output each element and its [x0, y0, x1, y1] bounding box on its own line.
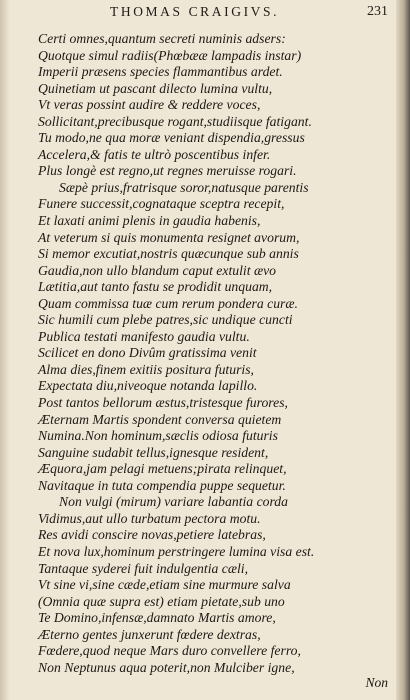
verse-line: Quam commissa tuæ cum rerum pondera curæ. — [38, 295, 298, 311]
verse-line: Navitaque in tuta compendia puppe sequetur. — [38, 477, 286, 493]
verse-line: Te Domino,infensæ,damnato Martis amore, — [38, 610, 276, 626]
verse-line: Vt sine vi,sine cæde,etiam sine murmure salva — [38, 577, 291, 593]
verse-line: Expectata diu,niveoque notanda lapillo. — [38, 378, 258, 394]
verse-line: Funere successit,cognataque sceptra recepit, — [38, 196, 285, 212]
verse-line: Plus longè est regno,ut regnes meruisse rogari. — [38, 163, 297, 179]
page-edge-shadow — [396, 0, 410, 700]
verse-line: Sanguine sudabit tellus,ignesque resident, — [38, 444, 269, 460]
verse-line: Fœdere,quod neque Mars duro convellere ferro, — [38, 643, 301, 659]
verse-line: (Omnia quæ supra est) etiam pietate,sub uno — [38, 593, 285, 609]
running-head: THOMAS CRAIGIVS. — [110, 4, 280, 19]
catchword: Non — [365, 675, 388, 690]
verse-line: Æterno gentes junxerunt fœdere dextras, — [38, 626, 261, 642]
verse-line: Lætitia,aut tanto fastu se prodidit unquam, — [38, 279, 273, 295]
poem-text-block — [38, 31, 392, 676]
verse-line: Gaudia,non ullo blandum caput extulit ævo — [38, 262, 276, 278]
verse-line: Numina.Non hominum,sæclis odiosa futuris — [38, 428, 278, 444]
verse-line: Alma dies,finem exitiis positura futuris, — [38, 361, 254, 377]
verse-line: Accelera,& fatis te ultrò poscentibus infer. — [38, 146, 271, 162]
verse-line: Certi omnes,quantum secreti numinis adsers: — [38, 31, 286, 46]
verse-line: Tu modo,ne qua moræ veniant dispendia,gressus — [38, 130, 305, 146]
verse-line: Post tantos bellorum æstus,tristesque furores, — [38, 395, 288, 411]
verse-line: Sollicitant,precibusque rogant,studiisque fatigant. — [38, 113, 312, 129]
verse-line: Non Neptunus aqua poterit,non Mulciber igne, — [38, 659, 295, 675]
verse-line: Et laxati animi plenis in gaudia habenis, — [38, 213, 261, 229]
verse-line: Imperii præsens species flammantibus ardet. — [38, 64, 283, 80]
verse-line: Res avidi conscire novas,petiere latebras, — [38, 527, 266, 543]
page-number: 231 — [367, 4, 388, 19]
verse-line: Si memor excutiat,nostris quæcunque sub annis — [38, 246, 299, 262]
verse-line: Vt veras possint audire & reddere voces, — [38, 97, 261, 113]
verse-line: At veterum si quis monumenta resignet avorum, — [38, 229, 300, 245]
verse-line: Publica testati manifesto gaudia vultu. — [38, 328, 250, 344]
verse-line: Æquora,jam pelagi metuens;pirata relinquet, — [38, 461, 287, 477]
verse-line: Et nova lux,hominum perstringere lumina visa est. — [38, 543, 315, 559]
page-gutter-shadow — [0, 0, 10, 700]
verse-line: Vidimus,aut ullo turbatum pectora motu. — [38, 510, 261, 526]
verse-line: Quotque simul radiis(Phœbææ lampadis instar) — [38, 47, 302, 63]
verse-line: Æternam Martis spondent conversa quietem — [38, 411, 282, 427]
verse-line: Tantaque syderei fuit indulgentia cæli, — [38, 560, 248, 576]
verse-line: Quinetiam ut pascant dilecto lumina vultu, — [38, 80, 273, 96]
verse-line: Scilicet en dono Divûm gratissima venit — [38, 345, 257, 361]
verse-line: Non vulgi (mirum) variare labantia corda — [59, 494, 288, 510]
verse-line: Sic humili cum plebe patres,sic undique cuncti — [38, 312, 293, 328]
page-header — [40, 4, 388, 24]
verse-line: Sæpè prius,fratrisque soror,natusque parentis — [59, 179, 309, 195]
